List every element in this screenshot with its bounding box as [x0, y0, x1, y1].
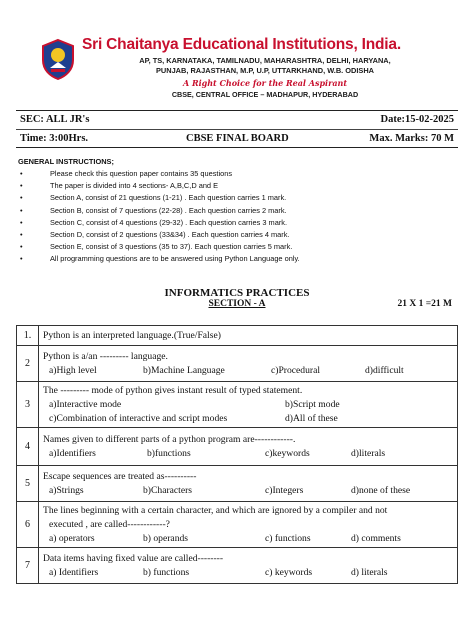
states-line-1: AP, TS, KARNATAKA, TAMILNADU, MAHARASHTRA, DELHI, HARYANA, — [139, 56, 391, 65]
subject-title: INFORMATICS PRACTICES — [164, 287, 310, 299]
option-c: c)Combination of interactive and script modes — [49, 412, 228, 424]
option-b: b)Machine Language — [143, 364, 225, 376]
instruction-item: • All programming questions are to be answered using Python Language only. — [20, 254, 300, 264]
option-d: d)All of these — [285, 412, 338, 424]
section-name: SECTION - A — [208, 299, 266, 309]
exam-time: Time: 3:00Hrs. — [20, 133, 89, 144]
option-a: a)Identifiers — [49, 447, 96, 459]
question-row — [17, 346, 458, 382]
question-text: The --------- mode of python gives instant result of typed statement. — [43, 384, 303, 396]
instruction-item: • The paper is divided into 4 sections- A,B,C,D and E — [20, 181, 219, 191]
tagline: A Right Choice for the Real Aspirant — [182, 78, 348, 88]
question-number: 1. — [17, 326, 39, 346]
option-b: b)Script mode — [285, 398, 340, 410]
question-text: Escape sequences are treated as---------- — [43, 470, 197, 482]
option-b: b) operands — [143, 532, 189, 544]
question-row — [17, 466, 458, 502]
instructions-heading: GENERAL INSTRUCTIONS; — [18, 157, 114, 166]
meta-divider — [16, 129, 458, 130]
option-b: b)Characters — [143, 484, 193, 496]
option-c: c)Procedural — [271, 364, 321, 376]
bullet-icon: • — [20, 193, 23, 203]
option-a: a)High level — [49, 364, 97, 376]
bullet-icon: • — [20, 169, 23, 178]
question-number: 3 — [17, 382, 39, 428]
question-text: Python is a/an --------- language. — [43, 350, 168, 362]
question-number: 6 — [17, 502, 39, 548]
question-row — [17, 502, 458, 548]
option-d: d)none of these — [351, 484, 411, 496]
option-c: c)keywords — [265, 447, 310, 459]
section-marks: 21 X 1 =21 M — [397, 299, 452, 309]
option-d: d) comments — [351, 532, 401, 544]
institution-header — [0, 30, 474, 116]
bullet-icon: • — [20, 229, 23, 239]
option-d: d) literals — [351, 566, 388, 578]
question-text-continued: executed , are called------------? — [49, 518, 170, 530]
exam-meta-box — [16, 110, 458, 148]
bullet-icon: • — [20, 242, 23, 252]
option-c: c)Integers — [265, 484, 304, 496]
question-text: Python is an interpreted language.(True/False) — [43, 329, 221, 341]
instruction-item: • Section B, consist of 7 questions (22-28) . Each question carries 2 mark. — [20, 205, 287, 215]
option-d: d)literals — [351, 447, 386, 459]
question-row — [17, 428, 458, 466]
question-table — [16, 325, 458, 584]
question-row — [17, 326, 458, 346]
question-number: 7 — [17, 548, 39, 584]
bullet-icon: • — [20, 254, 23, 264]
instruction-item: • Section C, consist of 4 questions (29-32) . Each question carries 3 mark. — [20, 217, 288, 227]
instructions-list — [18, 169, 458, 267]
question-number: 4 — [17, 428, 39, 466]
question-text: The lines beginning with a certain character, and which are ignored by a compiler and not — [43, 504, 388, 516]
option-c: c) functions — [265, 532, 311, 544]
central-office: CBSE, CENTRAL OFFICE – MADHAPUR, HYDERABAD — [171, 90, 359, 99]
question-number: 5 — [17, 466, 39, 502]
option-a: a) operators — [49, 532, 95, 544]
option-b: b) functions — [143, 566, 190, 578]
bullet-icon: • — [20, 205, 23, 215]
option-d: d)difficult — [365, 364, 404, 376]
exam-date: Date:15-02-2025 — [380, 114, 454, 125]
option-a: a) Identifiers — [49, 566, 99, 578]
option-b: b)functions — [147, 447, 191, 459]
instruction-item: • Section A, consist of 21 questions (1-21) . Each question carries 1 mark. — [20, 193, 287, 203]
question-text: Names given to different parts of a python program are------------. — [43, 433, 296, 445]
instruction-item: • Section E, consist of 3 questions (35 to 37). Each question carries 5 mark. — [20, 242, 293, 252]
option-c: c) keywords — [265, 566, 313, 578]
states-line-2: PUNJAB, RAJASTHAN, M.P, U.P, UTTARKHAND, W.B. ODISHA — [155, 66, 375, 75]
question-row — [17, 548, 458, 584]
bullet-icon: • — [20, 181, 23, 191]
section-label: SEC: ALL JR's — [20, 114, 90, 125]
instruction-item: • Section D, consist of 2 questions (33&34) . Each question carries 4 mark. — [20, 229, 290, 239]
option-a: a)Strings — [49, 484, 84, 496]
option-a: a)Interactive mode — [49, 398, 122, 410]
instruction-item: • Please check this question paper contains 35 questions — [20, 169, 233, 178]
max-marks: Max. Marks: 70 M — [369, 133, 454, 144]
question-number: 2 — [17, 346, 39, 382]
institution-name: Sri Chaitanya Educational Institutions, India. — [82, 36, 401, 53]
exam-name: CBSE FINAL BOARD — [186, 133, 289, 144]
bullet-icon: • — [20, 217, 23, 227]
question-row — [17, 382, 458, 428]
question-text: Data items having fixed value are called-------- — [43, 552, 224, 564]
